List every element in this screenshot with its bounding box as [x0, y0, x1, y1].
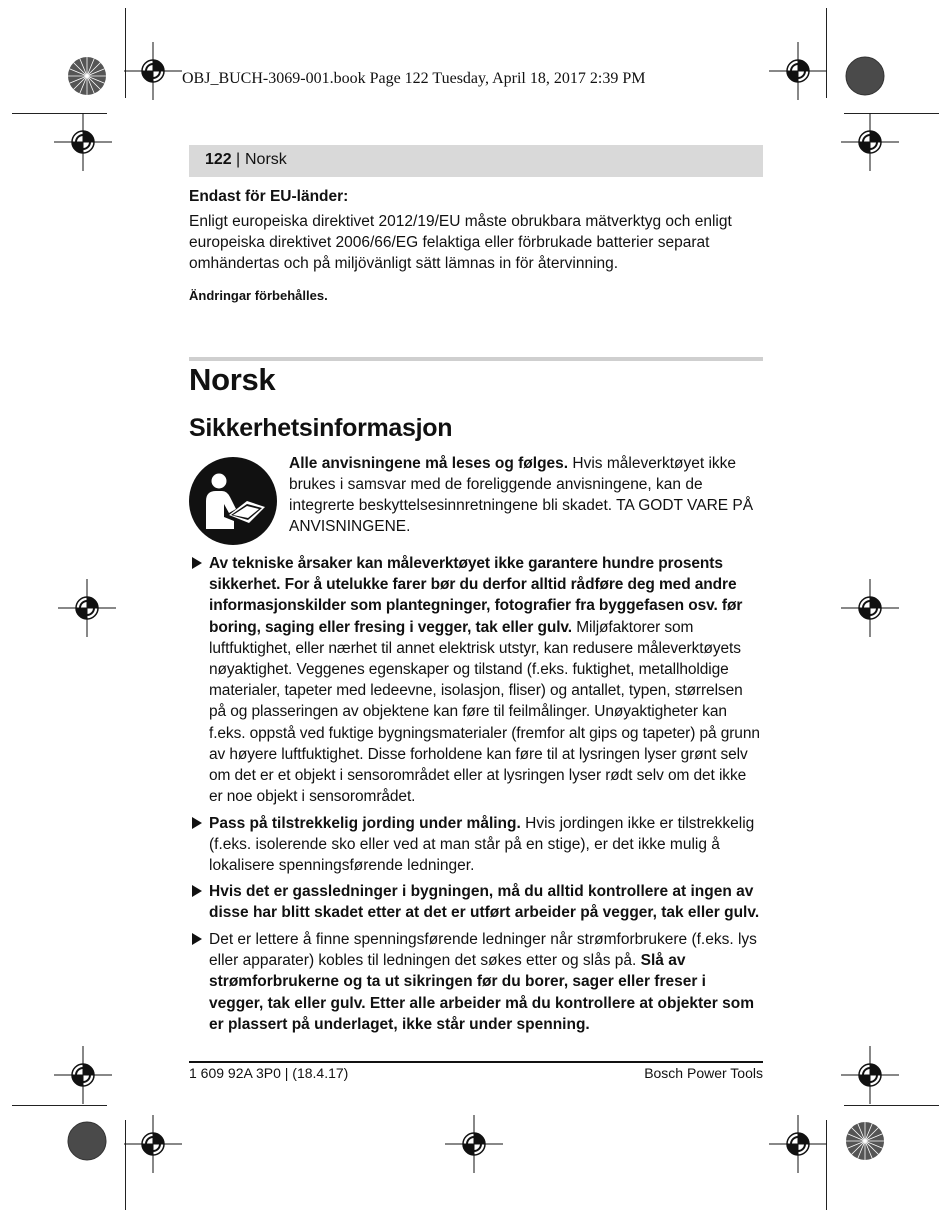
section-title: Norsk — [189, 362, 276, 397]
bullet-arrow-icon — [192, 933, 202, 945]
eu-body: Enligt europeiska direktivet 2012/19/EU måste obrukbara mätverktyg och enligt europeiska direktivet 2006/66/EG felaktiga eller förbrukade batterier separat omhändertas och på miljövänligt sätt lämnas in för återvinning. — [189, 213, 732, 272]
intro-paragraph — [289, 453, 763, 537]
registration-target-icon — [841, 579, 899, 637]
subsection-title: Sikkerhetsinformasjon — [189, 414, 453, 442]
running-head-separator: | — [236, 151, 241, 168]
intro-text: Hvis måleverktøyet ikke brukes i samsvar med de foreliggende anvisningene, kan de integrerte beskyttelsesinnretningene bli skadet. TA GODT VARE PÅ ANVISNINGENE. — [289, 455, 754, 535]
registration-target-icon — [769, 1115, 827, 1173]
starburst-mark-icon — [845, 1121, 885, 1161]
starburst-mark-icon — [67, 56, 107, 96]
intro-bold: Alle anvisningene må leses og følges. — [289, 455, 569, 472]
list-item — [189, 929, 763, 1035]
list-item — [189, 881, 763, 923]
registration-target-icon — [445, 1115, 503, 1173]
running-head — [189, 145, 763, 177]
running-head-language: Norsk — [245, 151, 287, 168]
bullet-bold: Av tekniske årsaker kan måleverktøyet ikke garantere hundre prosents sikkerhet. For å utelukke farer bør du derfor alltid rådføre deg med andre informasjonskilder som plantegninger, fotografier fra byggefasen osv. før boring, saging eller fresing i vegger, tak eller gulv. — [209, 555, 743, 636]
read-manual-icon — [189, 457, 277, 545]
bullet-arrow-icon — [192, 885, 202, 897]
bullet-text: Hvis jordingen ikke er tilstrekkelig (f.eks. isolerende sko eller ved at man står på en stige), er det ikke mulig å lokalisere spenningsførende ledninger. — [209, 815, 755, 875]
bullet-text: Miljøfaktorer som luftfuktighet, eller nærhet til annet elektrisk utstyr, kan redusere måleverktøyets nøyaktighet. Veggenes egenskaper og tilstand (f.eks. fuktighet, metallholdige materialer, tapeter med ledeevne, isolasjon, fliser) og antallet, typen, størrelsen på og plasseringen av objektene kan føre til feilmålinger. Unøyaktigheter kan f.eks. oppstå ved fuktige bygningsmaterialer (fremfor alt gips og tapeter) på grunn av høyere luftfuktighet. Disse forholdene kan føre til at lysringen lyser grønt selv om det er et objekt i sensorområdet eller at lysringen lyser rødt selv om det ikke er noe objekt i sensorområdet. — [209, 618, 760, 806]
registration-target-icon — [841, 1046, 899, 1104]
footer-rule — [189, 1061, 763, 1063]
registration-target-icon — [54, 113, 112, 171]
list-item — [189, 553, 763, 807]
bullet-arrow-icon — [192, 557, 202, 569]
changes-note: Ändringar förbehålles. — [189, 288, 328, 303]
print-header: OBJ_BUCH-3069-001.book Page 122 Tuesday, April 18, 2017 2:39 PM — [182, 70, 646, 87]
bullet-bold: Hvis det er gassledninger i bygningen, må du alltid kontrollere at ingen av disse har blitt skadet etter at det er utført arbeider på vegger, tak eller gulv. — [209, 883, 760, 922]
eu-heading: Endast för EU-länder: — [189, 188, 349, 205]
bullet-text: Det er lettere å finne spenningsførende ledninger når strømforbrukere (f.eks. lys eller apparater) kobles til ledningen det søkes etter og slås på. — [209, 931, 757, 970]
section-divider — [189, 357, 763, 361]
bullet-bold: Pass på tilstrekkelig jording under måling. — [209, 815, 521, 832]
registration-target-icon — [54, 1046, 112, 1104]
footer-doc-number: 1 609 92A 3P0 | (18.4.17) — [189, 1065, 349, 1081]
grey-disc-mark-icon — [845, 56, 885, 96]
bullet-bold-trailing: Slå av strømforbrukerne og ta ut sikringen før du borer, sager eller freser i vegger, tak eller gulv. Etter alle arbeider må du kontrollere at objekter som er plassert på underlaget, ikke står under spenning. — [209, 952, 754, 1033]
registration-target-icon — [124, 42, 182, 100]
registration-target-icon — [769, 42, 827, 100]
registration-target-icon — [841, 113, 899, 171]
page-number: 122 — [205, 151, 232, 168]
footer-brand: Bosch Power Tools — [644, 1065, 763, 1081]
bullet-arrow-icon — [192, 817, 202, 829]
list-item — [189, 813, 763, 877]
registration-target-icon — [124, 1115, 182, 1173]
registration-target-icon — [58, 579, 116, 637]
grey-disc-mark-icon — [67, 1121, 107, 1161]
